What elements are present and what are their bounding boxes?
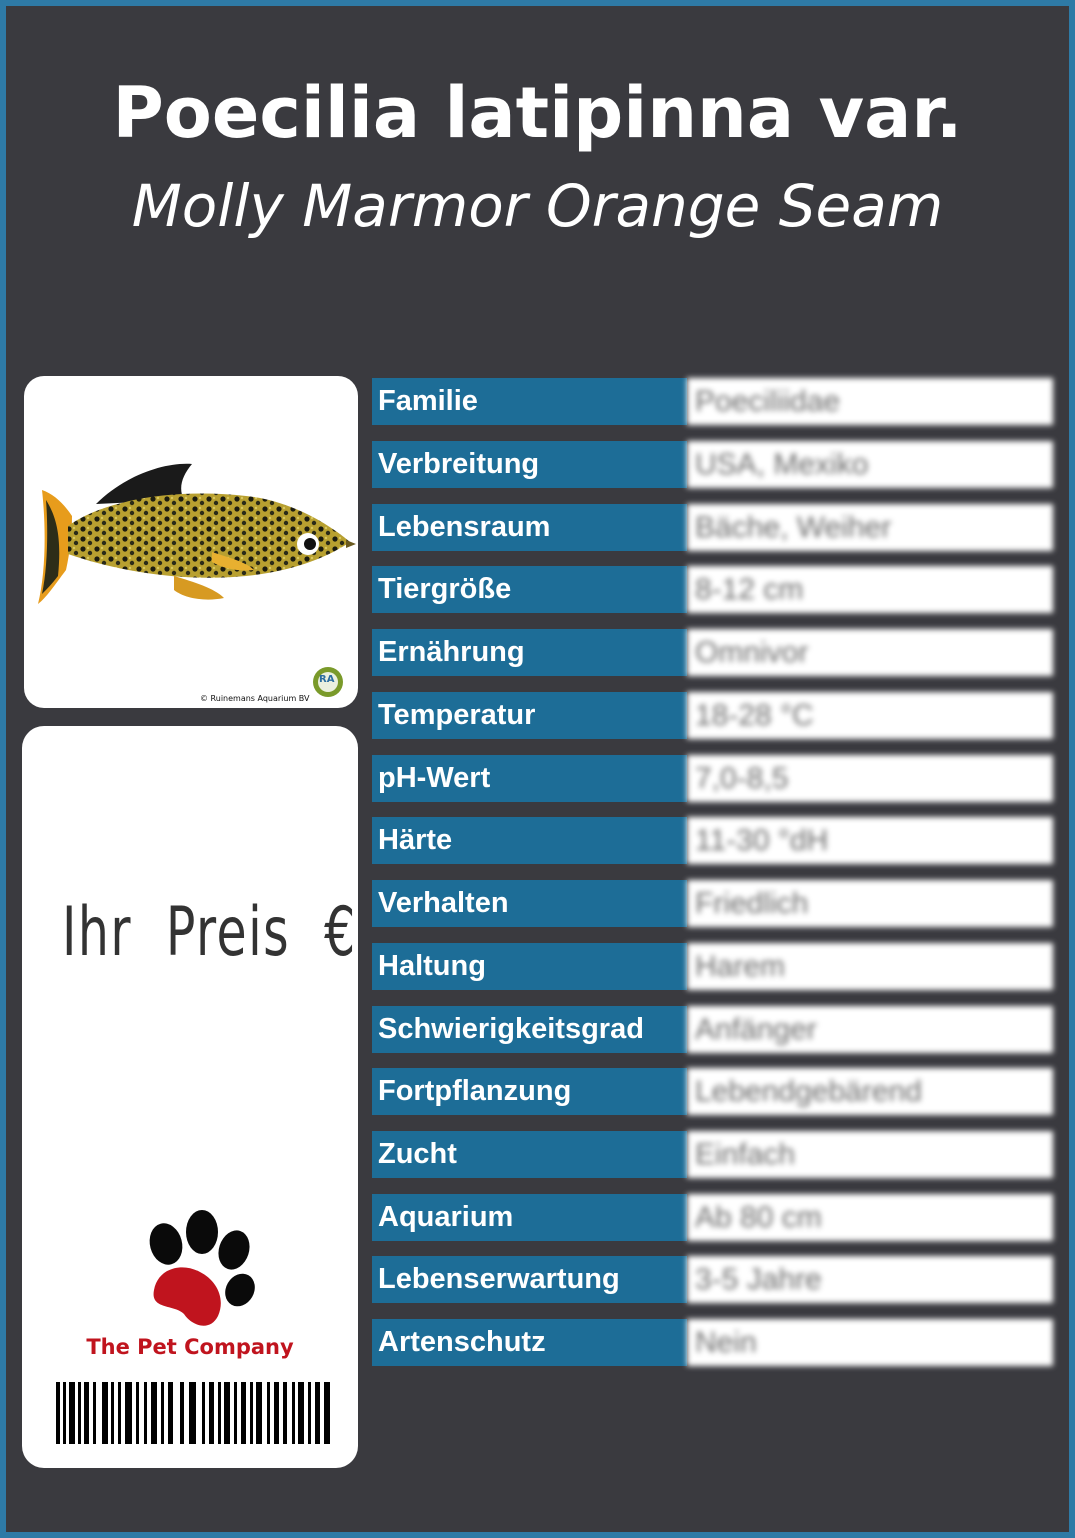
fact-row-haltung (372, 943, 1053, 990)
fact-row-ph-wert (372, 755, 1053, 802)
fact-row-verhalten (372, 880, 1053, 927)
fact-label: Verhalten (372, 880, 687, 927)
fact-label: pH-Wert (372, 755, 687, 802)
fact-value: Friedlich (687, 880, 1053, 927)
fact-row-artenschutz (372, 1319, 1053, 1366)
fact-value: Lebendgebärend (687, 1068, 1053, 1115)
fact-value: Einfach (687, 1131, 1053, 1178)
fact-value: Anfänger (687, 1006, 1053, 1053)
fact-label: Temperatur (372, 692, 687, 739)
fact-value: Nein (687, 1319, 1053, 1366)
fact-row-aquarium (372, 1194, 1053, 1241)
paw-logo-icon (136, 1206, 266, 1336)
fact-label: Fortpflanzung (372, 1068, 687, 1115)
fact-value: 3-5 Jahre (687, 1256, 1053, 1303)
fact-row-fortpflanzung (372, 1068, 1053, 1115)
fact-row-schwierigkeitsgrad (372, 1006, 1053, 1053)
fact-row-verbreitung (372, 441, 1053, 488)
fact-label: Artenschutz (372, 1319, 687, 1366)
fact-label: Verbreitung (372, 441, 687, 488)
fact-row-lebensraum (372, 504, 1053, 551)
fact-label: Zucht (372, 1131, 687, 1178)
fact-value: 7,0-8,5 (687, 755, 1053, 802)
fact-label: Lebensraum (372, 504, 687, 551)
barcode-icon (56, 1382, 332, 1444)
fact-value: Harem (687, 943, 1053, 990)
fish-photo (24, 376, 358, 708)
scientific-name: Poecilia latipinna var. (112, 72, 963, 154)
fish-photo-panel (24, 376, 358, 708)
fact-label: Ernährung (372, 629, 687, 676)
fact-row-familie (372, 378, 1053, 425)
fact-label: Schwierigkeitsgrad (372, 1006, 687, 1053)
fact-label: Härte (372, 817, 687, 864)
fact-row-ernaehrung (372, 629, 1053, 676)
fact-value: 8-12 cm (687, 566, 1053, 613)
fact-row-temperatur (372, 692, 1053, 739)
common-name: Molly Marmor Orange Seam (131, 172, 944, 240)
fact-label: Haltung (372, 943, 687, 990)
fact-label: Lebenserwartung (372, 1256, 687, 1303)
fact-row-zucht (372, 1131, 1053, 1178)
fact-row-tiergroesse (372, 566, 1053, 613)
fact-value: Bäche, Weiher (687, 504, 1053, 551)
fact-label: Familie (372, 378, 687, 425)
fact-label: Aquarium (372, 1194, 687, 1241)
fact-value: 11-30 °dH (687, 817, 1053, 864)
fact-label: Tiergröße (372, 566, 687, 613)
photo-credit: © Ruinemans Aquarium BV (200, 694, 310, 703)
price-label: Ihr Preis € (62, 893, 357, 972)
fact-value: Ab 80 cm (687, 1194, 1053, 1241)
aquarium-logo: RA (319, 674, 335, 685)
fact-row-haerte (372, 817, 1053, 864)
fact-value: USA, Mexiko (687, 441, 1053, 488)
fact-value: Poeciliidae (687, 378, 1053, 425)
fact-row-lebenserwartung (372, 1256, 1053, 1303)
company-name: The Pet Company (86, 1335, 294, 1359)
fact-value: 18-28 °C (687, 692, 1053, 739)
fact-value: Omnivor (687, 629, 1053, 676)
